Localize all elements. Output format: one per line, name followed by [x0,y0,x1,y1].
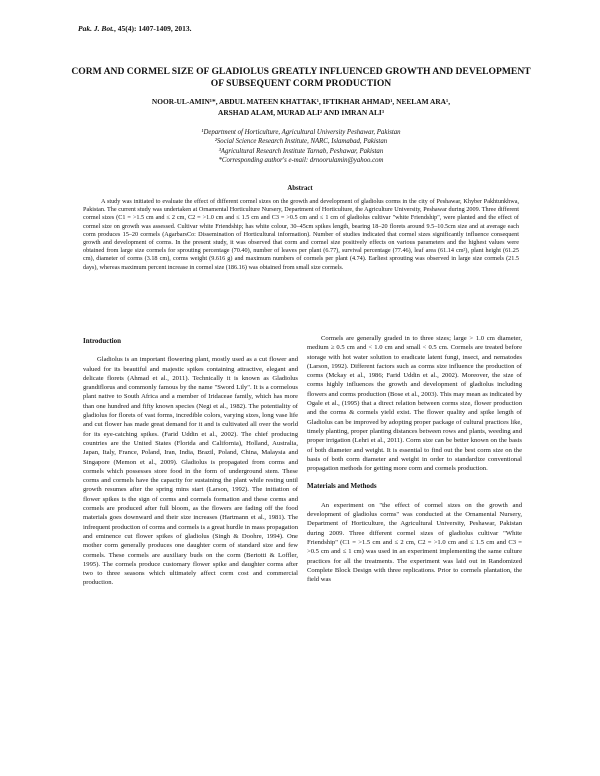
affiliation-line: ³Agricultural Research Institute Tarnab, Peshawar, Pakistan [218,147,384,155]
journal-citation [78,24,192,33]
author-list [90,96,512,118]
introduction-paragraph: Gladiolus is an important flowering plant, mostly used as a cut flower and valued for its beautiful and majestic spikes containing attractive, elegant and delicate florets (Ahmad et al., 2011). Technically it is known as Gladiolus grandiflorus and commonly famous by the name "Sword Lily". It is a cormelous plant native to South Africa and a member of Iridaceae family, which has more than one hundred and fifty known species (Negi et al., 1982). The potentiality of gladiolus for florets of vast forms, incredible colors, varying sizes, long vase life and cut flower has made great demand for it and is cultivated all over the world for its eye-catching spikes. (Farid Uddin et al., 2002). The chief producing countries are the United States (Florida and California), Holland, Australia, Japan, Italy, France, Poland, Iran, India, Brazil, Poland, China, Malaysia and Singapore (Memon et al., 2009). Gladiolus is propagated from corms and cormels which possesses store food in the form of underground stem. These corms and cormels have the capacity for sustaining the plant while resting until growth resumes after the spring mins start (Larson, 1992). The initiation of flower spikes is the sign of corms and cormels formation and these corms and cormels are produced after full bloom, as the flowers are fading off the food materials goes downward and their size increases (Hartmann et al., 1981). The infrequent production of corms and cormels is a great hurdle in mass propagation and eminence cut flower spikes of gladiolus (Singh & Doohre, 1994). One mother corm generally produces one daughter corm of standard size and few cormels. These cormels are auxiliary buds on the corm (Bertotti & Loffler, 1995). The cormels produce customary flower spike and daughter corms after two to three seasons which ultimately affect corm cost and commercial production. [83,356,298,587]
right-column [307,334,522,584]
journal-name: Pak. J. Bot. [78,24,115,33]
left-column [83,337,298,588]
author-line: ARSHAD ALAM, MURAD ALI² AND IMRAN ALI³ [217,108,384,117]
affiliation-line: ¹Department of Horticulture, Agricultural University Peshawar, Pakistan [201,129,401,136]
section-gap [307,473,522,482]
materials-methods-paragraph: An experiment on "the effect of cormel sizes on the growth and development of gladiolus corms" was conducted at the Ornamental Nursery, Department of Horticulture, the Agricultural University, Peshawar, Pakistan during 2009. Three different cormel sizes of gladiolus cultivar "White Friendship" (C1 = >1.5 cm and ≤ 2 cm, C2 = >1.0 cm and ≤ 1.5 cm and C3 = >0.5 cm and ≤ 1 cm) was used in an experiment implementing the same culture practices for all the treatments. The experiment was laid out in Randomized Complete Block Design with three replications. Prior to cormels plantation, the field was [307,501,522,584]
author-line: NOOR-UL-AMIN¹*, ABDUL MATEEN KHATTAK¹, IFTIKHAR AHMAD¹, NEELAM ARA¹, [151,97,451,106]
introduction-continued-paragraph: Cormels are generally graded in to three sizes; large > 1.0 cm diameter, medium ≥ 0.5 cm and < 1.0 cm and small < 0.5 cm. Cormels are treated before storage with hot water solution to eradicate latent fungi, insect, and nematodes (Larson, 1992). Different factors such as corms size influence the production of corms (Mckay et al., 1986; Farid Uddin et al., 2002). Moreover, the size of corms highly influences the growth and development of gladiolus including flowers and corms production (Bose et al., 2003). This may mean as indicated by Ogale et al., (1995) that a direct relation between corms size, flower production and the corms & cormels yield exist. The flower quality and spike length of Gladiolus can be improved by adopting proper package of cultural practices like, timely planting, proper planting distances between rows and plants, weeding and proper irrigation (Lehri et al., 2011). Corm size can be better known on the basis of both diameter and weight. It is essential to find out the best corm size on the basis of both corm diameter and weight in order to standardize conventional propagation methods for getting more corm and cormels production. [307,335,522,473]
introduction-heading: Introduction [83,337,121,345]
abstract-text: A study was initiated to evaluate the effect of different cormel sizes on the growth and development of gladiolus corms in the city of Peshawar, Khyber Pakhtunkhwa, Pakistan. The current study was undertaken at Ornamental Horticulture Nursery, Department of Horticulture, the Agriculture University, Peshawar during 2009. Three different cormel sizes (C1 = >1.5 cm and ≤ 2 cm, C2 = >1.0 cm and ≤ 1.5 cm and C3 = >0.5 cm and ≤ 1 cm of gladiolus cultivar "white Friendship", were planted and the effect of cormel size on growth was assessed. Cultivar white Friendship; has white colour, 30–45cm spikes length, bearing 18–20 florets around 9.5–10.5cm size and at average each corm produces 15–20 cormels (AgarbarsCo: Dissemination of Horticultural information). Number of studies indicated that cormel sizes significantly influence consequent growth and development of corms. In the present study, it was observed that corm and cormel size positively effects on various parameters and the highest values were obtained from large size cormels for sprouting percentage (70.40), number of leaves per plant (6.77), survival percentage (77.46), leaf area (61.14 cm²), plant height (61.25 cm), diameter of corms (3.18 cm), corms weight (9.616 g) and maximum numbers of cormels per plant (4.74). Earliest sprouting was observed in large size cormels (21.5 days), whereas maximum percent increase in cormel size (186.16) was obtained from small size cormels. [83,198,519,271]
journal-volume-pages: , 45(4): 1407-1409, 2013. [114,24,192,33]
materials-methods-heading: Materials and Methods [307,482,377,491]
paper-title: CORM AND CORMEL SIZE OF GLADIOLUS GREATLY INFLUENCED GROWTH AND DEVELOPMENT OF SUBSEQUENT CORM PRODUCTION [71,66,531,89]
affiliation-list [140,128,462,166]
affiliation-line: ²Social Science Research Institute, NARC, Islamabad, Pakistan [214,138,388,146]
abstract-heading: Abstract [287,185,313,192]
corresponding-author: *Corresponding author's e-mail: drnoorulamin@yahoo.com [218,157,384,165]
